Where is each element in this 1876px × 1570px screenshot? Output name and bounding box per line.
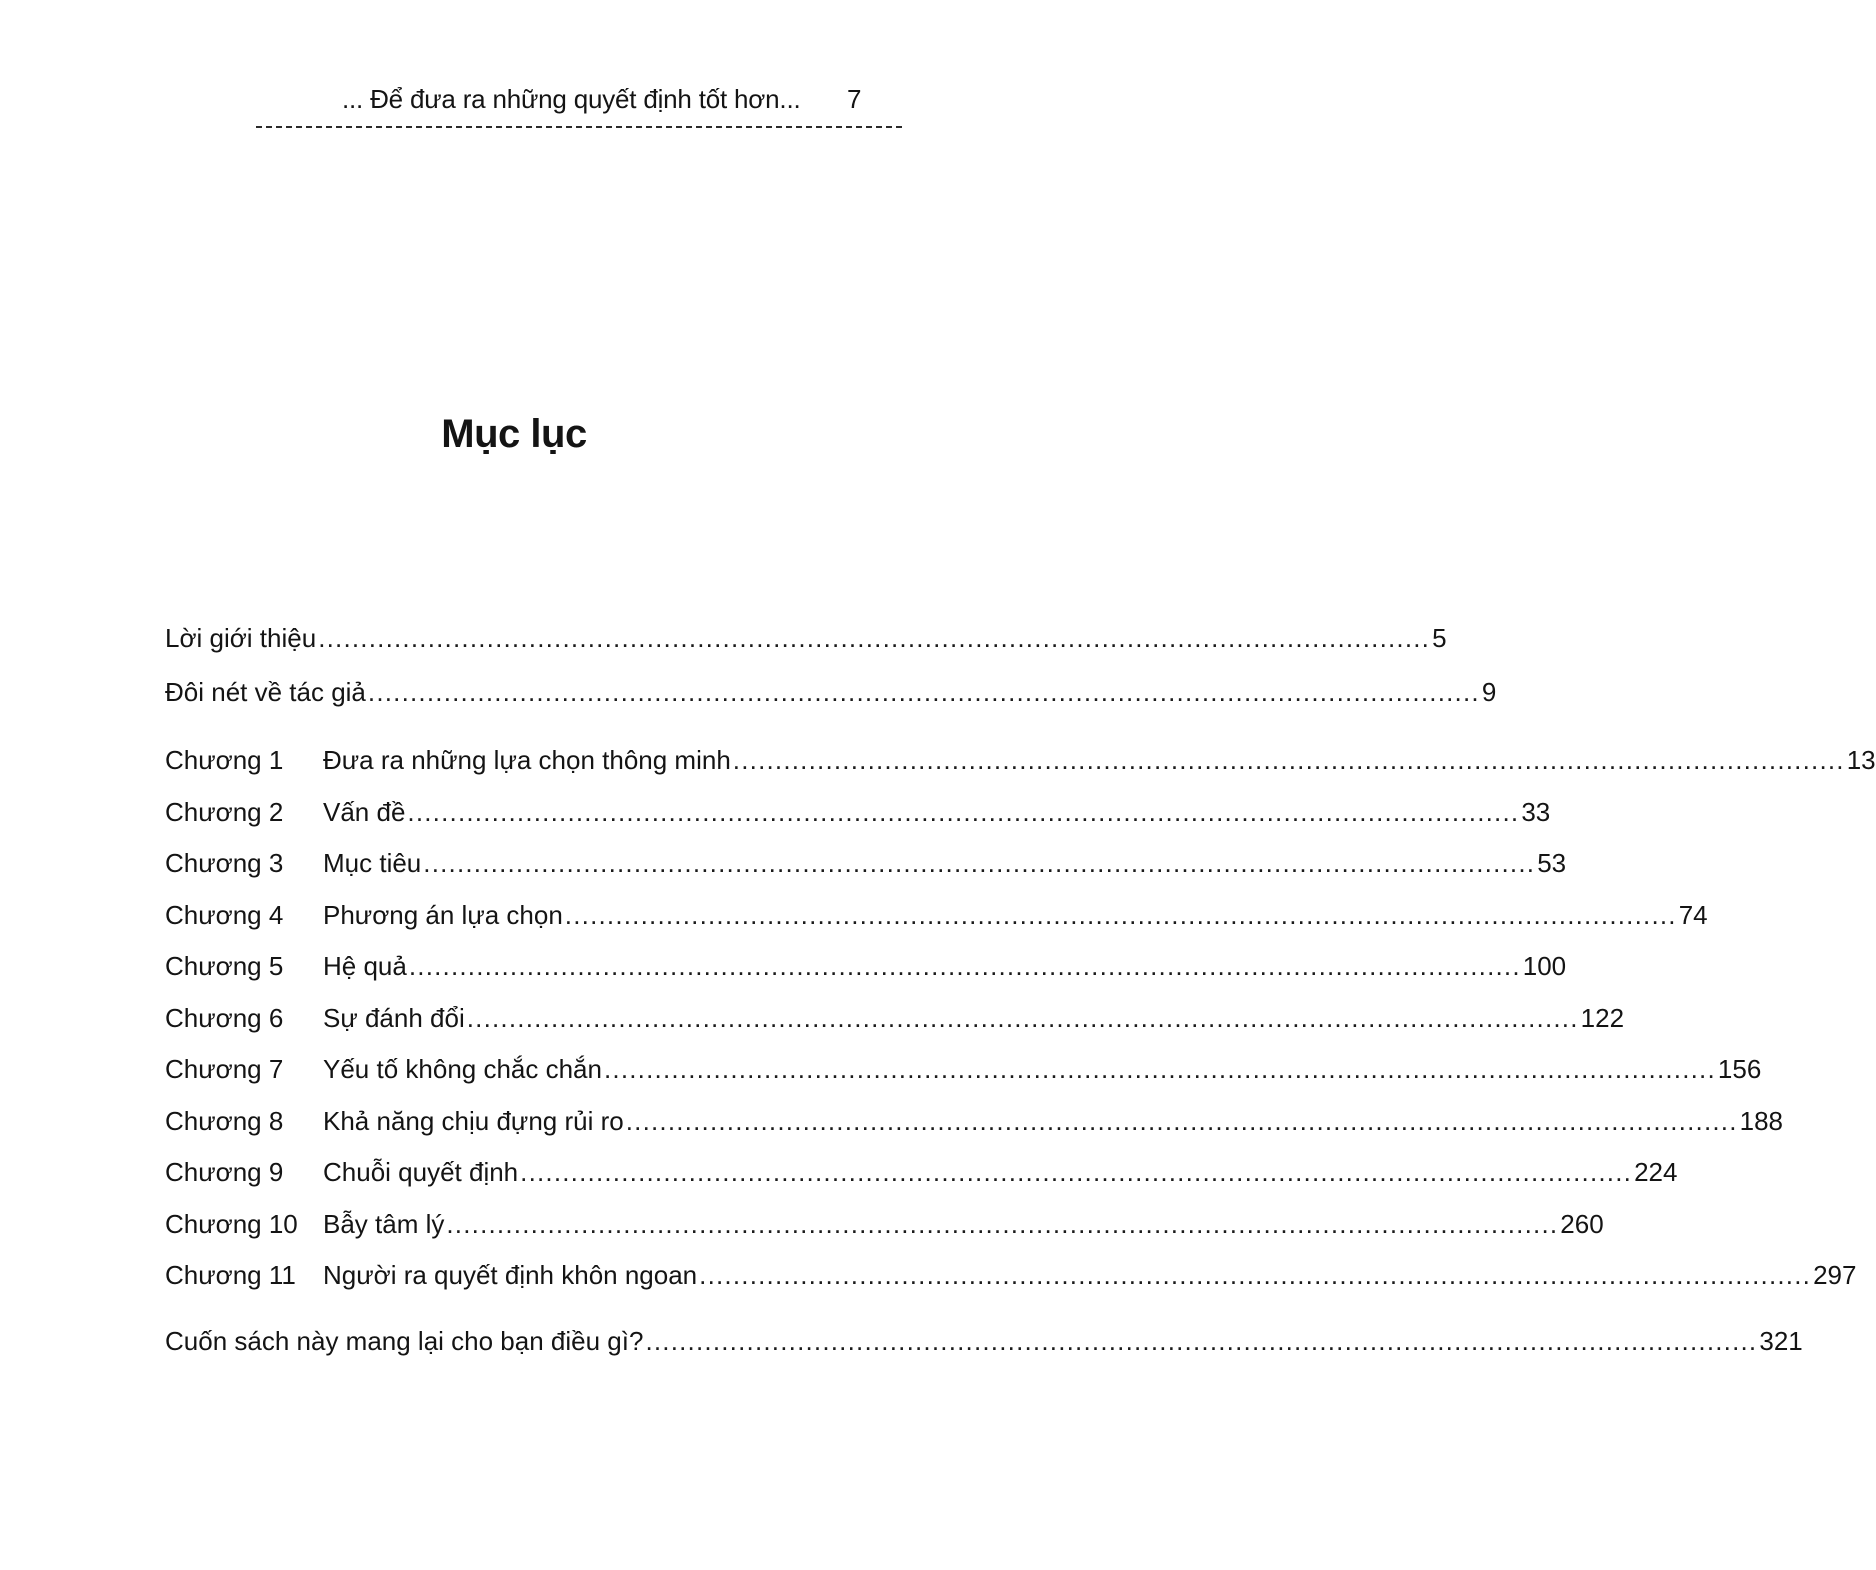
- toc-entry-page: 297: [1813, 1260, 1857, 1290]
- toc-entry-title: Khả năng chịu đựng rủi ro: [323, 1106, 624, 1136]
- dot-leader: ....................................................................................................................................: [732, 745, 1845, 775]
- toc-entry-chapter-1[interactable]: [165, 740, 1876, 780]
- toc-entry-page: 9: [1481, 677, 1497, 707]
- toc-entry-title: Chuỗi quyết định: [323, 1157, 519, 1187]
- toc-heading: Mục lục: [441, 412, 587, 456]
- dot-leader: ....................................................................................................................................: [318, 623, 1431, 653]
- toc-entry-chapter-6[interactable]: [165, 998, 1625, 1038]
- chapter-label: Chương 4: [165, 900, 284, 930]
- running-title: ... Để đưa ra những quyết định tốt hơn...: [342, 84, 801, 114]
- dot-leader: ....................................................................................................................................: [408, 951, 1521, 981]
- toc-entry-page: 13: [1846, 745, 1876, 775]
- running-header: [256, 82, 902, 128]
- toc-entry-about-author[interactable]: [165, 672, 1497, 712]
- toc-entry-title: Bẫy tâm lý: [323, 1209, 445, 1239]
- toc-entry-title: Vấn đề: [323, 797, 406, 827]
- chapter-label: Chương 1: [165, 745, 284, 775]
- dot-leader: ....................................................................................................................................: [603, 1054, 1716, 1084]
- dot-leader: ....................................................................................................................................: [645, 1326, 1758, 1356]
- chapter-label: Chương 5: [165, 951, 284, 981]
- toc-entry-title: Sự đánh đổi: [323, 1003, 465, 1033]
- dot-leader: ....................................................................................................................................: [564, 900, 1677, 930]
- toc-entry-title: Cuốn sách này mang lại cho bạn điều gì?: [165, 1326, 644, 1356]
- toc-entry-chapter-3[interactable]: [165, 843, 1567, 883]
- toc-entry-chapter-10[interactable]: [165, 1204, 1604, 1244]
- chapter-label: Chương 6: [165, 1003, 284, 1033]
- page-number: 7: [847, 84, 862, 114]
- toc-entry-chapter-11[interactable]: [165, 1255, 1857, 1295]
- toc-entry-page: 74: [1678, 900, 1708, 930]
- chapter-label: Chương 8: [165, 1106, 284, 1136]
- toc-entry-chapter-7[interactable]: [165, 1049, 1762, 1089]
- toc-entry-page: 53: [1537, 848, 1567, 878]
- toc-entry-title: Đôi nét về tác giả: [165, 677, 366, 707]
- toc-entry-chapter-4[interactable]: [165, 895, 1708, 935]
- toc-entry-title: Mục tiêu: [323, 848, 422, 878]
- toc-entry-page: 260: [1560, 1209, 1604, 1239]
- dot-leader: ....................................................................................................................................: [699, 1260, 1812, 1290]
- dot-leader: ....................................................................................................................................: [423, 848, 1536, 878]
- toc-entry-title: Lời giới thiệu: [165, 623, 317, 653]
- toc-entry-chapter-9[interactable]: [165, 1152, 1678, 1192]
- toc-entry-title: Đưa ra những lựa chọn thông minh: [323, 745, 731, 775]
- toc-entry-chapter-8[interactable]: [165, 1101, 1784, 1141]
- toc-entry-title: Hệ quả: [323, 951, 407, 981]
- toc-entry-title: Người ra quyết định khôn ngoan: [323, 1260, 698, 1290]
- dot-leader: ....................................................................................................................................: [446, 1209, 1559, 1239]
- chapter-label: Chương 11: [165, 1260, 296, 1290]
- chapter-label: Chương 9: [165, 1157, 284, 1187]
- toc-entry-afterword[interactable]: [165, 1321, 1803, 1361]
- dot-leader: ....................................................................................................................................: [466, 1003, 1579, 1033]
- dot-leader: ....................................................................................................................................: [625, 1106, 1738, 1136]
- toc-entry-page: 122: [1580, 1003, 1625, 1033]
- toc-entry-page: 100: [1522, 951, 1567, 981]
- chapter-label: Chương 10: [165, 1209, 298, 1239]
- dot-leader: ....................................................................................................................................: [407, 797, 1520, 827]
- chapter-label: Chương 7: [165, 1054, 284, 1084]
- dot-leader: ....................................................................................................................................: [520, 1157, 1633, 1187]
- chapter-label: Chương 2: [165, 797, 284, 827]
- dot-leader: ....................................................................................................................................: [367, 677, 1480, 707]
- toc-entry-page: 33: [1521, 797, 1551, 827]
- toc-entry-title: Phương án lựa chọn: [323, 900, 563, 930]
- toc-entry-page: 156: [1717, 1054, 1762, 1084]
- toc-entry-foreword[interactable]: [165, 618, 1447, 658]
- toc-entry-chapter-5[interactable]: [165, 946, 1567, 986]
- toc-entry-page: 188: [1739, 1106, 1784, 1136]
- toc-entry-chapter-2[interactable]: [165, 792, 1551, 832]
- toc-entry-page: 321: [1759, 1326, 1803, 1356]
- toc-entry-page: 5: [1432, 623, 1447, 653]
- toc-entry-page: 224: [1634, 1157, 1678, 1187]
- toc-entry-title: Yếu tố không chắc chắn: [323, 1054, 602, 1084]
- chapter-label: Chương 3: [165, 848, 284, 878]
